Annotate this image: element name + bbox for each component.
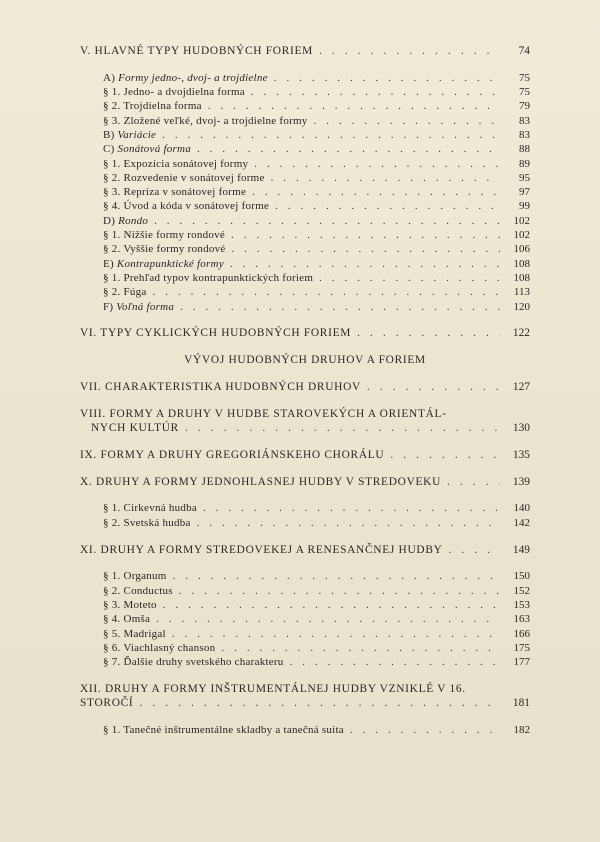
page-number: 113	[513, 286, 530, 299]
dot-leader	[274, 71, 500, 85]
dot-leader	[197, 516, 500, 530]
dot-leader	[367, 380, 500, 394]
subentry-title: Rondo	[118, 214, 149, 227]
subentry-title: Rozvedenie v sonátovej forme	[123, 171, 265, 184]
dot-leader	[203, 501, 500, 515]
subentry-prefix: § 2.	[103, 171, 121, 184]
subentry-prefix: § 1.	[103, 157, 121, 170]
subentry-prefix: § 1.	[103, 502, 121, 515]
chapter-10-subentries	[80, 501, 530, 530]
chapter-title: IX. FORMY A DRUHY GREGORIÁNSKEHO CHORÁLU	[80, 448, 385, 461]
page-number: 83	[519, 114, 530, 127]
subentry-title: Tanečné inštrumentálne skladby a tanečná suita	[123, 723, 344, 736]
subentry-title: Vyššie formy rondové	[123, 243, 226, 256]
subentry-prefix: § 1.	[103, 723, 121, 736]
dot-leader	[290, 655, 500, 669]
dot-leader	[163, 598, 500, 612]
toc-subentry[interactable]	[80, 300, 530, 314]
subentry-prefix: D)	[103, 214, 116, 227]
dot-leader	[162, 128, 500, 142]
page-number: 177	[513, 656, 530, 669]
subentry-title: Sonátová forma	[117, 143, 191, 156]
page-number: 102	[513, 229, 530, 242]
subentry-prefix: § 1.	[103, 229, 121, 242]
subentry-label	[103, 300, 174, 314]
subentry-label	[103, 569, 167, 583]
subentry-prefix: A)	[103, 71, 116, 84]
subentry-prefix: § 3.	[103, 114, 121, 127]
subentry-prefix: § 2.	[103, 584, 121, 597]
dot-leader	[271, 171, 500, 185]
dot-leader	[197, 142, 500, 156]
subentry-label	[103, 271, 313, 285]
dot-leader	[208, 99, 500, 113]
subentry-title: Úvod a kóda v sonátovej forme	[123, 200, 270, 213]
subentry-label	[103, 655, 284, 669]
subentry-label	[103, 85, 245, 99]
toc-subentry[interactable]	[80, 612, 530, 626]
toc-entry-chapter-7[interactable]	[80, 380, 530, 394]
dot-leader	[449, 543, 500, 557]
subentry-label	[103, 285, 147, 299]
toc-subentry[interactable]	[80, 242, 530, 256]
subentry-title: Repríza v sonátovej forme	[123, 186, 247, 199]
subentry-title: Prehľad typov kontrapunktických foriem	[123, 271, 314, 284]
subentry-title: Expozícia sonátovej formy	[123, 157, 249, 170]
page-number: 149	[512, 543, 530, 556]
subentry-title: Formy jedno-, dvoj- a trojdielne	[118, 71, 268, 84]
subentry-label	[103, 627, 166, 641]
dot-leader	[254, 157, 500, 171]
page-number: 130	[512, 422, 530, 435]
subentry-label	[103, 157, 248, 171]
chapter-title-line-1: XII. DRUHY A FORMY INŠTRUMENTÁLNEJ HUDBY VZNIKLÉ V 16.	[80, 682, 466, 695]
page-number: 108	[513, 257, 530, 270]
subentry-title: Kontrapunktické formy	[116, 257, 224, 270]
chapter-5-subentries	[80, 71, 530, 314]
subentry-label	[103, 71, 268, 85]
dot-leader	[139, 696, 500, 710]
toc-entry-chapter-8[interactable]	[80, 407, 530, 436]
page-number: 175	[513, 641, 530, 654]
subentry-label	[103, 501, 197, 515]
toc-subentry[interactable]	[80, 501, 530, 515]
chapter-title: VII. CHARAKTERISTIKA HUDOBNÝCH DRUHOV	[80, 380, 361, 393]
toc-subentry[interactable]	[80, 185, 530, 199]
subentry-title: Omša	[123, 613, 151, 626]
page-number: 99	[519, 200, 530, 213]
toc-subentry[interactable]	[80, 627, 530, 641]
subentry-title: Zložené veľké, dvoj- a trojdielne formy	[123, 114, 308, 127]
subentry-label	[103, 242, 225, 256]
dot-leader	[314, 114, 500, 128]
subentry-label	[103, 257, 224, 271]
subentry-prefix: F)	[103, 300, 114, 313]
toc-subentry[interactable]	[80, 271, 530, 285]
dot-leader	[154, 214, 500, 228]
page-number: 163	[513, 613, 530, 626]
subentry-label	[103, 584, 173, 598]
toc-entry-chapter-6[interactable]	[80, 326, 530, 340]
subentry-label	[103, 228, 225, 242]
subentry-prefix: § 3.	[103, 186, 121, 199]
subentry-title: Cirkevná hudba	[123, 502, 197, 515]
subentry-prefix: § 4.	[103, 613, 121, 626]
toc-subentry[interactable]	[80, 214, 530, 228]
subentry-label	[103, 128, 156, 142]
dot-leader	[230, 257, 500, 271]
dot-leader	[172, 627, 500, 641]
page-number: 182	[513, 723, 530, 736]
chapter-11-subentries	[80, 569, 530, 669]
subentry-prefix: § 1.	[103, 86, 121, 99]
chapter-title-line-2: NYCH KULTÚR	[91, 422, 179, 435]
chapter-title: VI. TYPY CYKLICKÝCH HUDOBNÝCH FORIEM	[80, 327, 352, 340]
subentry-label	[103, 171, 265, 185]
page-number: 140	[513, 502, 530, 515]
subentry-prefix: C)	[103, 143, 115, 156]
toc-subentry[interactable]	[80, 598, 530, 612]
chapter-title: X. DRUHY A FORMY JEDNOHLASNEJ HUDBY V STREDOVEKU	[80, 475, 442, 488]
part-heading: VÝVOJ HUDOBNÝCH DRUHOV A FORIEM	[184, 354, 426, 367]
subentry-prefix: § 4.	[103, 200, 121, 213]
subentry-label	[103, 612, 150, 626]
page-number: 74	[518, 45, 530, 57]
subentry-prefix: E)	[103, 257, 114, 270]
dot-leader	[275, 199, 500, 213]
toc-entry-chapter-11[interactable]	[80, 543, 530, 557]
page-number: 181	[512, 697, 530, 710]
dot-leader	[153, 285, 501, 299]
subentry-title: Moteto	[123, 598, 157, 611]
subentry-label	[103, 185, 246, 199]
dot-leader	[252, 185, 500, 199]
dot-leader	[231, 228, 500, 242]
chapter-title: XI. DRUHY A FORMY STREDOVEKEJ A RENESANČNEJ HUDBY	[80, 543, 443, 556]
subentry-prefix: B)	[103, 128, 115, 141]
subentry-title: Variácie	[117, 128, 157, 141]
toc-subentry[interactable]	[80, 257, 530, 271]
subentry-label	[103, 142, 191, 156]
subentry-label	[103, 723, 344, 737]
dot-leader	[179, 584, 500, 598]
page-number: 142	[513, 516, 530, 529]
toc-entry-chapter-5[interactable]	[80, 44, 530, 58]
page-number: 153	[513, 598, 530, 611]
toc-subentry[interactable]	[80, 641, 530, 655]
dot-leader	[156, 612, 500, 626]
toc-subentry[interactable]	[80, 723, 530, 737]
subentry-label	[103, 199, 269, 213]
dot-leader	[173, 569, 500, 583]
page-number: 102	[513, 214, 530, 227]
subentry-label	[103, 641, 215, 655]
toc-subentry[interactable]	[80, 157, 530, 171]
subentry-prefix: § 6.	[103, 641, 121, 654]
subentry-title: Ďalšie druhy svetského charakteru	[123, 656, 284, 669]
dot-leader	[447, 475, 500, 489]
page-number: 150	[513, 570, 530, 583]
page-number: 75	[519, 86, 530, 99]
toc-subentry[interactable]	[80, 655, 530, 669]
chapter-12-subentries	[80, 723, 530, 737]
subentry-title: Jedno- a dvojdielna forma	[123, 86, 245, 99]
subentry-prefix: § 2.	[103, 243, 121, 256]
chapter-title-line-1: VIII. FORMY A DRUHY V HUDBE STAROVEKÝCH A ORIENTÁL-	[80, 407, 447, 420]
subentry-prefix: § 5.	[103, 627, 121, 640]
page-number: 152	[513, 584, 530, 597]
page-number: 127	[512, 380, 530, 393]
dot-leader	[221, 641, 500, 655]
page-number: 88	[519, 143, 530, 156]
toc-subentry[interactable]	[80, 85, 530, 99]
subentry-label	[103, 99, 202, 113]
subentry-title: Fúga	[123, 286, 147, 299]
toc-subentry[interactable]	[80, 128, 530, 142]
subentry-prefix: § 7.	[103, 656, 121, 669]
page-number: 83	[519, 128, 530, 141]
dot-leader	[319, 271, 500, 285]
subentry-prefix: § 3.	[103, 598, 121, 611]
page-number: 89	[519, 157, 530, 170]
toc-subentry[interactable]	[80, 228, 530, 242]
subentry-prefix: § 2.	[103, 100, 121, 113]
subentry-title: Svetská hudba	[123, 516, 191, 529]
page-number: 95	[519, 171, 530, 184]
page-number: 75	[519, 71, 530, 84]
toc-subentry[interactable]	[80, 569, 530, 583]
dot-leader	[350, 723, 500, 737]
subentry-prefix: § 2.	[103, 516, 121, 529]
toc-subentry[interactable]	[80, 199, 530, 213]
subentry-prefix: § 1.	[103, 271, 121, 284]
page-number: 97	[519, 186, 530, 199]
page-number: 122	[512, 327, 530, 340]
subentry-title: Madrigal	[123, 627, 166, 640]
subentry-prefix: § 2.	[103, 286, 121, 299]
dot-leader	[319, 44, 500, 58]
toc-entry-chapter-12[interactable]	[80, 682, 530, 711]
chapter-title-line-2: STOROČÍ	[80, 697, 134, 710]
toc-entry-chapter-10[interactable]	[80, 475, 530, 489]
dot-leader	[390, 448, 500, 462]
page-number: 135	[512, 448, 530, 461]
dot-leader	[185, 421, 500, 435]
dot-leader	[357, 326, 500, 340]
toc-subentry[interactable]	[80, 71, 530, 85]
page-number: 166	[513, 627, 530, 640]
subentry-title: Viachlasný chanson	[123, 641, 216, 654]
toc-subentry[interactable]	[80, 285, 530, 299]
toc-subentry[interactable]	[80, 142, 530, 156]
subentry-label	[103, 598, 157, 612]
subentry-label	[103, 114, 308, 128]
toc-subentry[interactable]	[80, 171, 530, 185]
toc-subentry[interactable]	[80, 584, 530, 598]
subentry-title: Voľná forma	[116, 300, 175, 313]
subentry-title: Conductus	[123, 584, 173, 597]
page-number: 120	[513, 300, 530, 313]
subentry-title: Organum	[123, 570, 167, 583]
toc-subentry[interactable]	[80, 114, 530, 128]
page-number: 108	[513, 271, 530, 284]
subentry-label	[103, 516, 191, 530]
table-of-contents	[80, 44, 530, 737]
subentry-title: Nižšie formy rondové	[123, 229, 226, 242]
dot-leader	[251, 85, 500, 99]
chapter-title: V. HLAVNÉ TYPY HUDOBNÝCH FORIEM	[80, 45, 313, 57]
page-number: 79	[519, 100, 530, 113]
toc-entry-chapter-9[interactable]	[80, 448, 530, 462]
subentry-prefix: § 1.	[103, 570, 121, 583]
toc-subentry[interactable]	[80, 516, 530, 530]
subentry-title: Trojdielna forma	[123, 100, 202, 113]
dot-leader	[180, 300, 500, 314]
dot-leader	[231, 242, 500, 256]
page-number: 139	[512, 475, 530, 488]
page-number: 106	[513, 243, 530, 256]
toc-subentry[interactable]	[80, 99, 530, 113]
subentry-label	[103, 214, 148, 228]
